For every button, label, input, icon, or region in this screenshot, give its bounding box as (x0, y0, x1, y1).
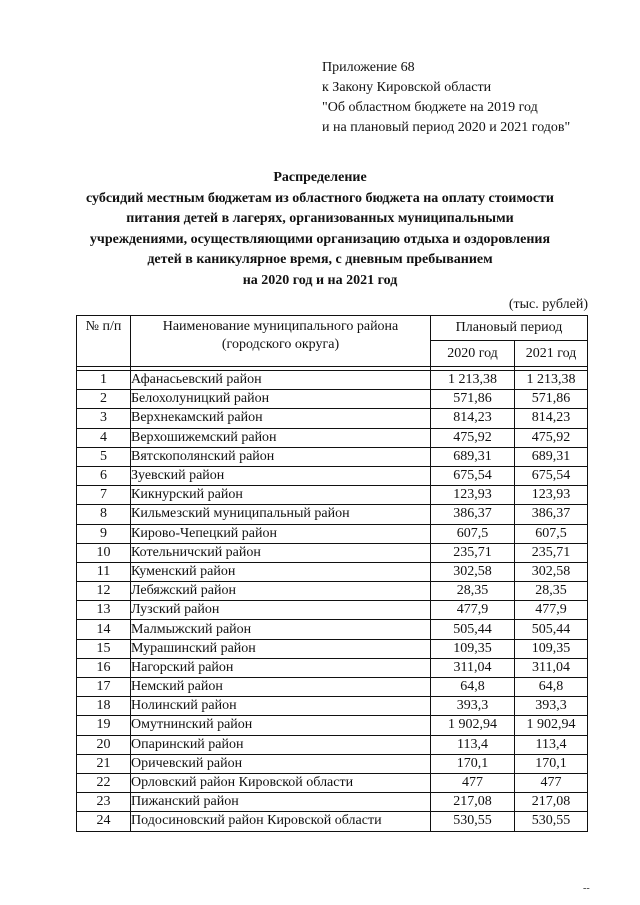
value-2020: 123,93 (431, 486, 515, 505)
value-2021: 64,8 (515, 678, 588, 697)
table-row (77, 582, 588, 601)
value-2020: 109,35 (431, 639, 515, 658)
appendix-line: к Закону Кировской области (322, 80, 492, 95)
district-name: Котельничский район (131, 543, 431, 562)
row-number: 4 (77, 428, 131, 447)
value-2021: 113,4 (515, 735, 588, 754)
value-2021: 235,71 (515, 543, 588, 562)
row-number: 7 (77, 486, 131, 505)
district-name: Немский район (131, 678, 431, 697)
value-2020: 475,92 (431, 428, 515, 447)
district-name: Кирово-Чепецкий район (131, 524, 431, 543)
district-name: Омутнинский район (131, 716, 431, 735)
district-name: Мурашинский район (131, 639, 431, 658)
table-row (77, 793, 588, 812)
value-2021: 1 902,94 (515, 716, 588, 735)
value-2021: 571,86 (515, 390, 588, 409)
table-row (77, 486, 588, 505)
value-2020: 477 (431, 773, 515, 792)
value-2021: 477 (515, 773, 588, 792)
title-line: Распределение (273, 170, 367, 185)
table-row (77, 639, 588, 658)
row-number: 10 (77, 543, 131, 562)
row-number: 16 (77, 658, 131, 677)
value-2020: 302,58 (431, 562, 515, 581)
value-2020: 689,31 (431, 447, 515, 466)
district-name: Подосиновский район Кировской области (131, 812, 431, 831)
row-number: 11 (77, 562, 131, 581)
table-row (77, 658, 588, 677)
header-num: № п/п (77, 316, 131, 367)
table-row (77, 409, 588, 428)
table-row (77, 466, 588, 485)
district-name: Нолинский район (131, 697, 431, 716)
district-name: Куменский район (131, 562, 431, 581)
appendix-header (322, 58, 570, 138)
row-number: 24 (77, 812, 131, 831)
row-number: 1 (77, 371, 131, 390)
table-row (77, 773, 588, 792)
value-2021: 675,54 (515, 466, 588, 485)
row-number: 18 (77, 697, 131, 716)
value-2021: 170,1 (515, 754, 588, 773)
title-line: детей в каникулярное время, с дневным пребыванием (147, 252, 493, 267)
header-name: Наименование муниципального района (городского округа) (131, 316, 431, 367)
value-2020: 217,08 (431, 793, 515, 812)
table-row (77, 678, 588, 697)
title-line: питания детей в лагерях, организованных муниципальными (126, 211, 514, 226)
row-number: 13 (77, 601, 131, 620)
value-2021: 28,35 (515, 582, 588, 601)
value-2020: 530,55 (431, 812, 515, 831)
table-row (77, 543, 588, 562)
table-row (77, 601, 588, 620)
district-name: Вятскополянский район (131, 447, 431, 466)
row-number: 23 (77, 793, 131, 812)
value-2021: 814,23 (515, 409, 588, 428)
table-row (77, 812, 588, 831)
title-line: учреждениями, осуществляющими организацию отдыха и оздоровления (89, 231, 551, 247)
value-2021: 607,5 (515, 524, 588, 543)
table-row (77, 735, 588, 754)
value-2021: 302,58 (515, 562, 588, 581)
district-name: Верхнекамский район (131, 409, 431, 428)
value-2020: 235,71 (431, 543, 515, 562)
header-period: Плановый период (431, 316, 588, 341)
row-number: 21 (77, 754, 131, 773)
district-name: Верхошижемский район (131, 428, 431, 447)
district-name: Лебяжский район (131, 582, 431, 601)
row-number: 14 (77, 620, 131, 639)
row-number: 9 (77, 524, 131, 543)
value-2020: 505,44 (431, 620, 515, 639)
appendix-line: "Об областном бюджете на 2019 год (322, 100, 538, 115)
subsidy-table (76, 315, 588, 832)
value-2021: 530,55 (515, 812, 588, 831)
value-2020: 1 213,38 (431, 371, 515, 390)
table-row (77, 620, 588, 639)
value-2020: 113,4 (431, 735, 515, 754)
row-number: 22 (77, 773, 131, 792)
title-line: субсидий местным бюджетам из областного бюджета на оплату стоимости (85, 190, 554, 206)
district-name: Афанасьевский район (131, 371, 431, 390)
table-row (77, 716, 588, 735)
table-row (77, 697, 588, 716)
value-2020: 675,54 (431, 466, 515, 485)
district-name: Лузский район (131, 601, 431, 620)
row-number: 19 (77, 716, 131, 735)
value-2021: 109,35 (515, 639, 588, 658)
value-2021: 311,04 (515, 658, 588, 677)
value-2020: 393,3 (431, 697, 515, 716)
value-2020: 814,23 (431, 409, 515, 428)
value-2020: 170,1 (431, 754, 515, 773)
value-2021: 475,92 (515, 428, 588, 447)
table-row (77, 505, 588, 524)
district-name: Пижанский район (131, 793, 431, 812)
appendix-line: Приложение 68 (322, 60, 415, 75)
table-row (77, 447, 588, 466)
value-2020: 571,86 (431, 390, 515, 409)
value-2021: 505,44 (515, 620, 588, 639)
value-2020: 28,35 (431, 582, 515, 601)
units-label: (тыс. рублей) (508, 297, 588, 312)
value-2021: 1 213,38 (515, 371, 588, 390)
row-number: 2 (77, 390, 131, 409)
district-name: Оричевский район (131, 754, 431, 773)
row-number: 5 (77, 447, 131, 466)
row-number: 3 (77, 409, 131, 428)
value-2021: 123,93 (515, 486, 588, 505)
page-mark: -- (583, 883, 590, 894)
table-row (77, 428, 588, 447)
district-name: Кильмезский муниципальный район (131, 505, 431, 524)
district-name: Кикнурский район (131, 486, 431, 505)
row-number: 6 (77, 466, 131, 485)
value-2020: 64,8 (431, 678, 515, 697)
value-2020: 607,5 (431, 524, 515, 543)
value-2021: 689,31 (515, 447, 588, 466)
table-row (77, 562, 588, 581)
table-row (77, 754, 588, 773)
header-2020: 2020 год (431, 341, 515, 367)
row-number: 12 (77, 582, 131, 601)
district-name: Нагорский район (131, 658, 431, 677)
value-2020: 1 902,94 (431, 716, 515, 735)
title-line: на 2020 год и на 2021 год (242, 272, 398, 288)
value-2020: 311,04 (431, 658, 515, 677)
row-number: 15 (77, 639, 131, 658)
appendix-line: и на плановый период 2020 и 2021 годов" (322, 120, 571, 135)
value-2020: 386,37 (431, 505, 515, 524)
value-2021: 393,3 (515, 697, 588, 716)
row-number: 17 (77, 678, 131, 697)
table-row (77, 371, 588, 390)
value-2020: 477,9 (431, 601, 515, 620)
value-2021: 386,37 (515, 505, 588, 524)
district-name: Белохолуницкий район (131, 390, 431, 409)
value-2021: 477,9 (515, 601, 588, 620)
row-number: 20 (77, 735, 131, 754)
district-name: Малмыжский район (131, 620, 431, 639)
table-row (77, 390, 588, 409)
district-name: Зуевский район (131, 466, 431, 485)
header-2021: 2021 год (515, 341, 588, 367)
district-name: Опаринский район (131, 735, 431, 754)
document-title (40, 168, 600, 291)
table-row (77, 524, 588, 543)
value-2021: 217,08 (515, 793, 588, 812)
row-number: 8 (77, 505, 131, 524)
table-body (77, 371, 588, 832)
district-name: Орловский район Кировской области (131, 773, 431, 792)
